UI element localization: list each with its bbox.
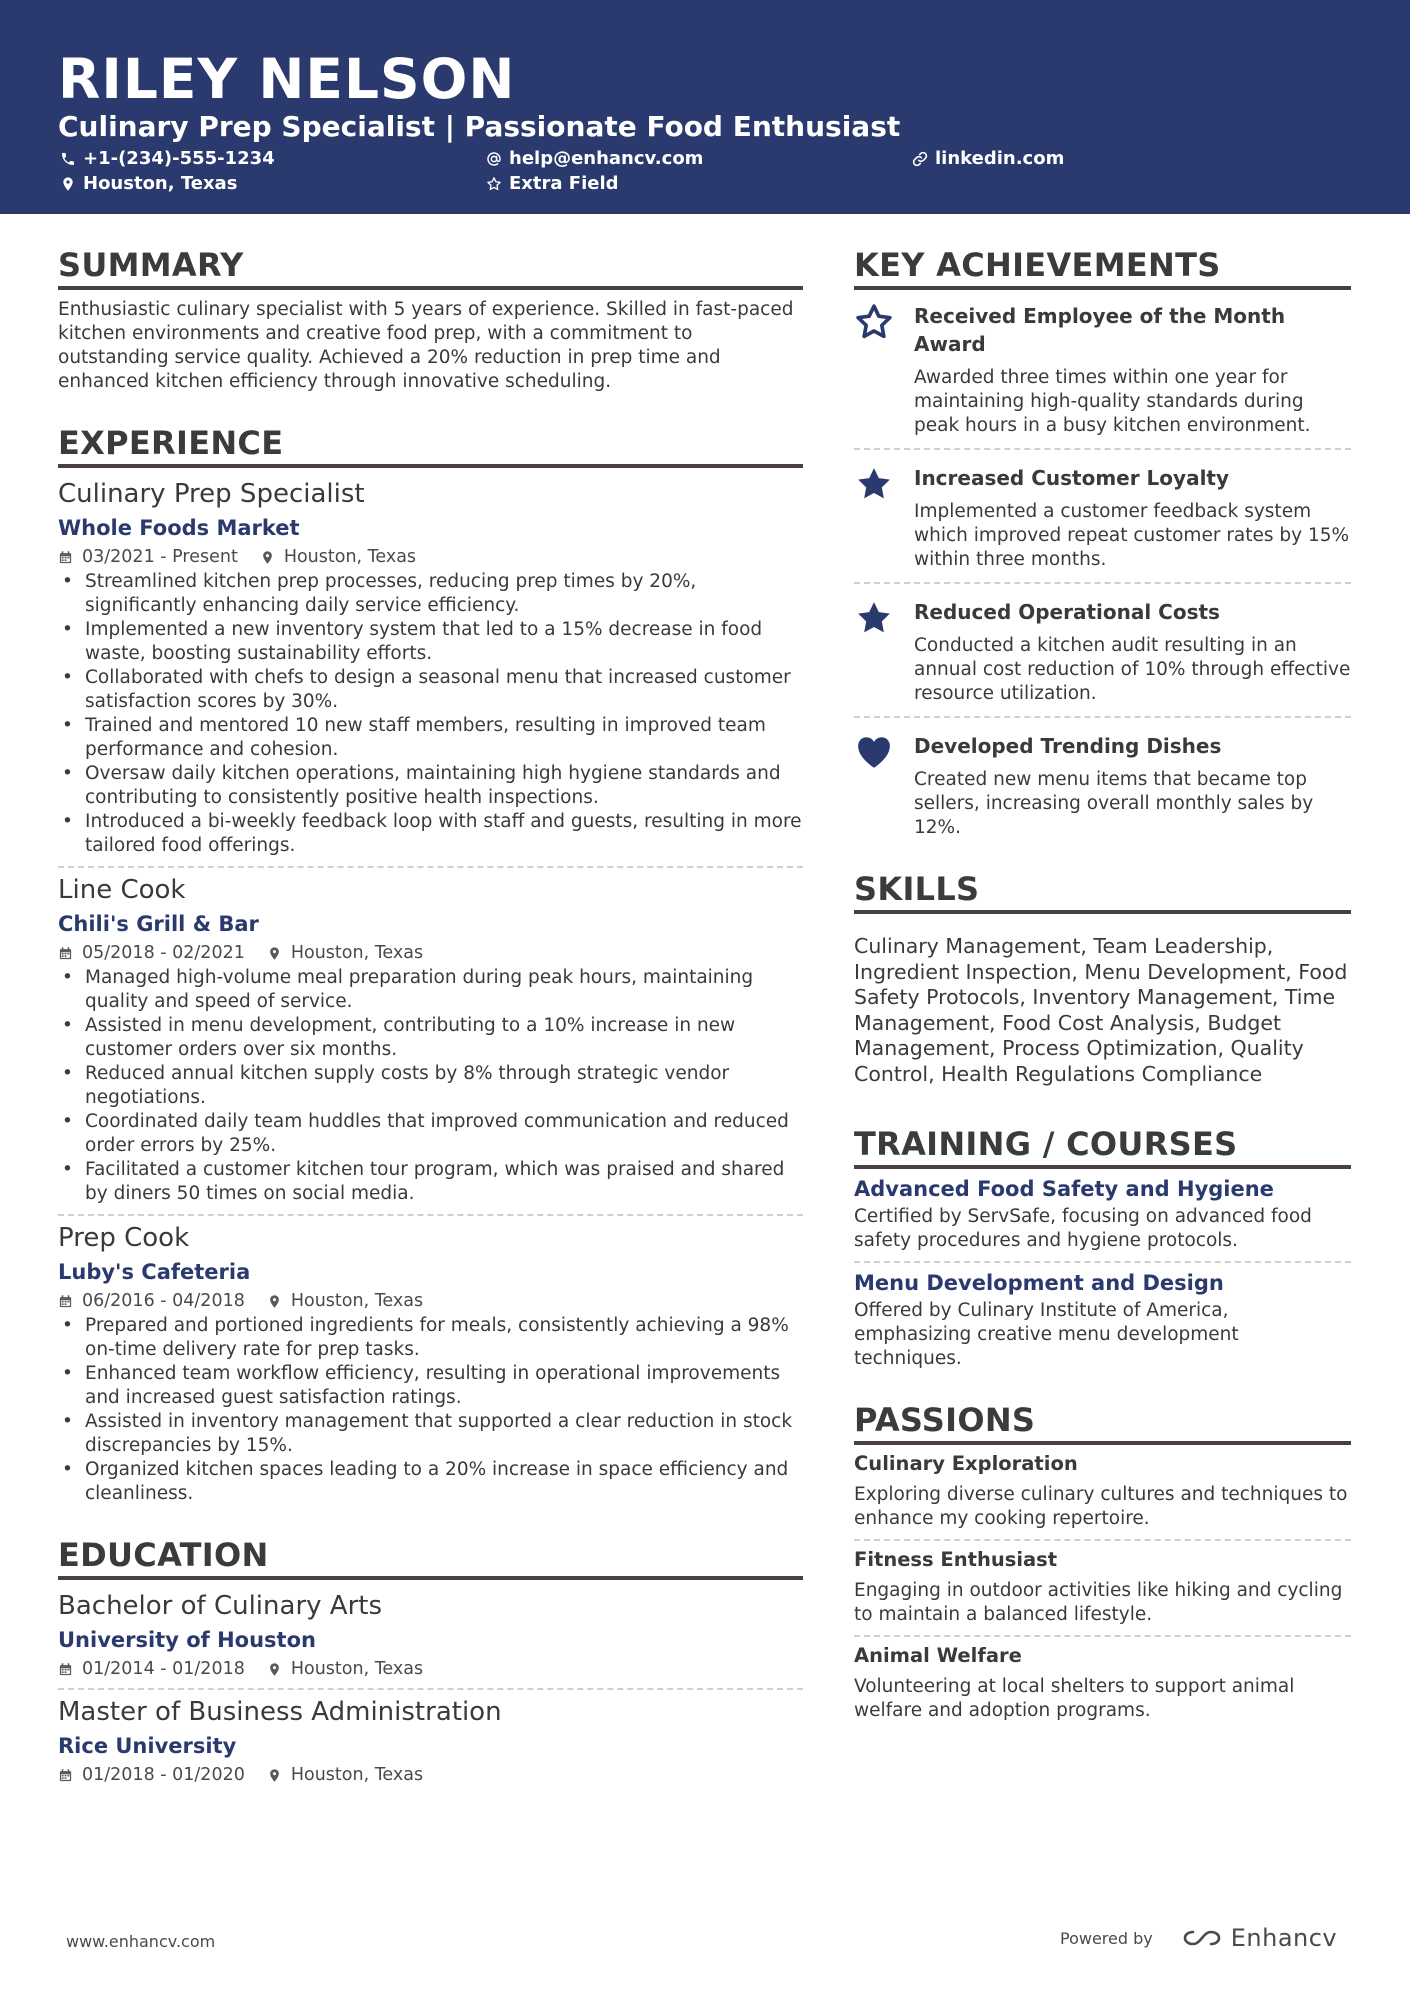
course-title: Menu Development and Design xyxy=(854,1271,1224,1295)
location-pin-icon xyxy=(267,1662,282,1677)
achievement-item xyxy=(854,590,1351,706)
achievement-item xyxy=(854,294,1351,438)
entry-divider xyxy=(854,582,1351,584)
company-name: Whole Foods Market xyxy=(58,516,300,540)
candidate-name: RILEY NELSON xyxy=(58,47,516,111)
bullet-item: • Trained and mentored 10 new staff members, resulting in improved team performance and cohesion. xyxy=(58,714,803,762)
resume-header xyxy=(0,0,1410,214)
job-location-text: Houston, Texas xyxy=(283,547,417,567)
achievement-desc: Implemented a customer feedback system which improved repeat customer rates by 15% within three months. xyxy=(914,501,1350,570)
passion-title: Culinary Exploration xyxy=(854,1452,1078,1475)
course-item xyxy=(854,1269,1351,1371)
calendar-icon xyxy=(58,1294,73,1309)
achievement-title: Reduced Operational Costs xyxy=(914,600,1220,624)
star-outline-icon xyxy=(854,302,894,342)
calendar-icon xyxy=(58,550,73,565)
job-bullets xyxy=(58,966,803,1206)
bullet-item: • Coordinated daily team huddles that improved communication and reduced order errors by 25%. xyxy=(58,1110,803,1158)
left-column xyxy=(58,246,803,1786)
entry-divider xyxy=(854,1539,1351,1541)
passion-desc: Engaging in outdoor activities like hiking and cycling to maintain a balanced lifestyle. xyxy=(854,1580,1343,1625)
bullet-item: • Streamlined kitchen prep processes, reducing prep times by 20%, significantly enhancing daily service efficiency. xyxy=(58,570,803,618)
location-pin-icon xyxy=(267,946,282,961)
education-meta xyxy=(58,1658,803,1680)
company-name: Chili's Grill & Bar xyxy=(58,912,259,936)
contact-extra xyxy=(486,173,619,195)
passion-title: Animal Welfare xyxy=(854,1644,1022,1667)
brand-name: Enhancv xyxy=(1230,1924,1338,1952)
bullet-item: • Introduced a bi-weekly feedback loop with staff and guests, resulting in more tailored food offerings. xyxy=(58,810,803,858)
job-dates: 03/2021 - Present xyxy=(82,547,238,567)
school-name: University of Houston xyxy=(58,1628,316,1652)
passion-desc: Exploring diverse culinary cultures and techniques to enhance my cooking repertoire. xyxy=(854,1484,1348,1529)
course-item xyxy=(854,1175,1351,1253)
footer-branding[interactable] xyxy=(1060,1924,1337,1952)
bullet-item: • Prepared and portioned ingredients for meals, consistently achieving a 98% on-time delivery rate for prep tasks. xyxy=(58,1314,803,1362)
education-meta xyxy=(58,1764,803,1786)
bullet-item: • Collaborated with chefs to design a seasonal menu that increased customer satisfaction scores by 30%. xyxy=(58,666,803,714)
enhancv-logo-icon xyxy=(1179,1926,1225,1950)
job-location-text: Houston, Texas xyxy=(290,1291,424,1311)
education-location xyxy=(267,1658,423,1680)
passion-item xyxy=(854,1547,1351,1627)
experience-entry xyxy=(58,874,803,1206)
link-icon xyxy=(912,151,928,167)
bullet-item: • Assisted in menu development, contributing to a 10% increase in new customer orders over six months. xyxy=(58,1014,803,1062)
right-column xyxy=(854,246,1351,1723)
education-location-text: Houston, Texas xyxy=(290,1659,424,1679)
achievement-body xyxy=(914,598,1351,706)
job-location xyxy=(260,546,416,568)
achievement-desc: Conducted a kitchen audit resulting in an annual cost reduction of 10% through effective resource utilization. xyxy=(914,635,1351,704)
heart-icon xyxy=(854,732,894,772)
powered-by-label: Powered by xyxy=(1060,1928,1153,1948)
bullet-item: • Implemented a new inventory system that led to a 15% decrease in food waste, boosting sustainability efforts. xyxy=(58,618,803,666)
achievement-body xyxy=(914,732,1351,840)
linkedin-text: linkedin.com xyxy=(935,148,1065,169)
degree-title: Bachelor of Culinary Arts xyxy=(58,1591,382,1621)
star-icon xyxy=(854,598,894,638)
job-location-text: Houston, Texas xyxy=(290,943,424,963)
extra-field-text: Extra Field xyxy=(509,173,619,194)
achievement-item xyxy=(854,456,1351,572)
phone-icon xyxy=(60,151,76,167)
phone-text: +1-(234)-555-1234 xyxy=(83,148,275,169)
achievement-item xyxy=(854,724,1351,840)
entry-divider xyxy=(58,1688,803,1690)
job-meta xyxy=(58,1290,803,1312)
job-location xyxy=(267,942,423,964)
star-icon xyxy=(854,464,894,504)
entry-divider xyxy=(854,1261,1351,1263)
experience-entry xyxy=(58,1222,803,1506)
bullet-item: • Oversaw daily kitchen operations, maintaining high hygiene standards and contributing to consistently positive health inspections. xyxy=(58,762,803,810)
job-bullets xyxy=(58,1314,803,1506)
passions-heading: PASSIONS xyxy=(854,1401,1351,1445)
job-location xyxy=(267,1290,423,1312)
job-title: Prep Cook xyxy=(58,1223,190,1253)
calendar-icon xyxy=(58,1768,73,1783)
job-meta xyxy=(58,546,803,568)
bullet-item: • Enhanced team workflow efficiency, resulting in operational improvements and increased guest satisfaction ratings. xyxy=(58,1362,803,1410)
passion-item xyxy=(854,1643,1351,1723)
location-text: Houston, Texas xyxy=(83,173,238,194)
achievement-title: Developed Trending Dishes xyxy=(914,734,1222,758)
star-outline-icon xyxy=(486,176,502,192)
passion-desc: Volunteering at local shelters to support animal welfare and adoption programs. xyxy=(854,1676,1295,1721)
entry-divider xyxy=(58,866,803,868)
calendar-icon xyxy=(58,946,73,961)
bullet-item: • Organized kitchen spaces leading to a 20% increase in space efficiency and cleanliness. xyxy=(58,1458,803,1506)
passion-item xyxy=(854,1451,1351,1531)
job-dates: 06/2016 - 04/2018 xyxy=(82,1291,245,1311)
education-entry xyxy=(58,1590,803,1680)
education-location xyxy=(267,1764,423,1786)
degree-title: Master of Business Administration xyxy=(58,1697,502,1727)
job-dates: 05/2018 - 02/2021 xyxy=(82,943,245,963)
job-bullets xyxy=(58,570,803,858)
achievements-heading: KEY ACHIEVEMENTS xyxy=(854,246,1351,290)
contact-phone[interactable] xyxy=(60,148,275,170)
course-desc: Certified by ServSafe, focusing on advanced food safety procedures and hygiene protocols. xyxy=(854,1206,1312,1251)
job-title: Culinary Prep Specialist xyxy=(58,479,365,509)
education-heading: EDUCATION xyxy=(58,1536,803,1580)
achievement-desc: Awarded three times within one year for maintaining high-quality standards during peak hours in a busy kitchen environment. xyxy=(914,367,1311,436)
summary-text: Enthusiastic culinary specialist with 5 years of experience. Skilled in fast-paced kitchen environments and creative food prep, with a commitment to outstanding service quality. Achieved a 20% reduction in prep time and enhanced kitchen efficiency through innovative scheduling. xyxy=(58,299,794,392)
achievement-body xyxy=(914,302,1351,438)
entry-divider xyxy=(58,1214,803,1216)
education-location-text: Houston, Texas xyxy=(290,1765,424,1785)
footer-website-link[interactable]: www.enhancv.com xyxy=(66,1932,216,1951)
calendar-icon xyxy=(58,1662,73,1677)
skills-text: Culinary Management, Team Leadership, Ingredient Inspection, Menu Development, Food Safety Protocols, Inventory Management, Time Management, Food Cost Analysis, Budget Management, Process Optimization, Quality Control, Health Regulations Compliance xyxy=(854,934,1348,1086)
summary-heading: SUMMARY xyxy=(58,246,803,290)
achievement-title: Increased Customer Loyalty xyxy=(914,466,1230,490)
training-heading: TRAINING / COURSES xyxy=(854,1125,1351,1169)
achievement-body xyxy=(914,464,1351,572)
course-desc: Offered by Culinary Institute of America, emphasizing creative menu development techniques. xyxy=(854,1300,1239,1369)
entry-divider xyxy=(854,448,1351,450)
bullet-item: • Assisted in inventory management that supported a clear reduction in stock discrepancies by 15%. xyxy=(58,1410,803,1458)
company-name: Luby's Cafeteria xyxy=(58,1260,251,1284)
entry-divider xyxy=(854,716,1351,718)
education-dates: 01/2018 - 01/2020 xyxy=(82,1765,245,1785)
achievement-desc: Created new menu items that became top sellers, increasing overall monthly sales by 12%. xyxy=(914,769,1314,838)
bullet-item: • Reduced annual kitchen supply costs by 8% through strategic vendor negotiations. xyxy=(58,1062,803,1110)
job-meta xyxy=(58,942,803,964)
job-title: Line Cook xyxy=(58,875,186,905)
location-pin-icon xyxy=(267,1768,282,1783)
education-entry xyxy=(58,1696,803,1786)
skills-heading: SKILLS xyxy=(854,870,1351,914)
location-pin-icon xyxy=(267,1294,282,1309)
bullet-item: • Managed high-volume meal preparation during peak hours, maintaining quality and speed of service. xyxy=(58,966,803,1014)
contact-email[interactable] xyxy=(486,148,703,170)
education-dates: 01/2014 - 01/2018 xyxy=(82,1659,245,1679)
experience-entry xyxy=(58,478,803,858)
entry-divider xyxy=(854,1635,1351,1637)
passion-title: Fitness Enthusiast xyxy=(854,1548,1058,1571)
school-name: Rice University xyxy=(58,1734,237,1758)
experience-heading: EXPERIENCE xyxy=(58,424,803,468)
course-title: Advanced Food Safety and Hygiene xyxy=(854,1177,1274,1201)
candidate-title: Culinary Prep Specialist | Passionate Food Enthusiast xyxy=(58,110,901,143)
at-icon xyxy=(486,151,502,167)
location-pin-icon xyxy=(260,550,275,565)
achievement-title: Received Employee of the Month Award xyxy=(914,304,1286,356)
bullet-item: • Facilitated a customer kitchen tour program, which was praised and shared by diners 50 times on social media. xyxy=(58,1158,803,1206)
email-text: help@enhancv.com xyxy=(509,148,704,169)
location-pin-icon xyxy=(60,176,76,192)
contact-linkedin[interactable] xyxy=(912,148,1064,170)
contact-location xyxy=(60,173,237,195)
